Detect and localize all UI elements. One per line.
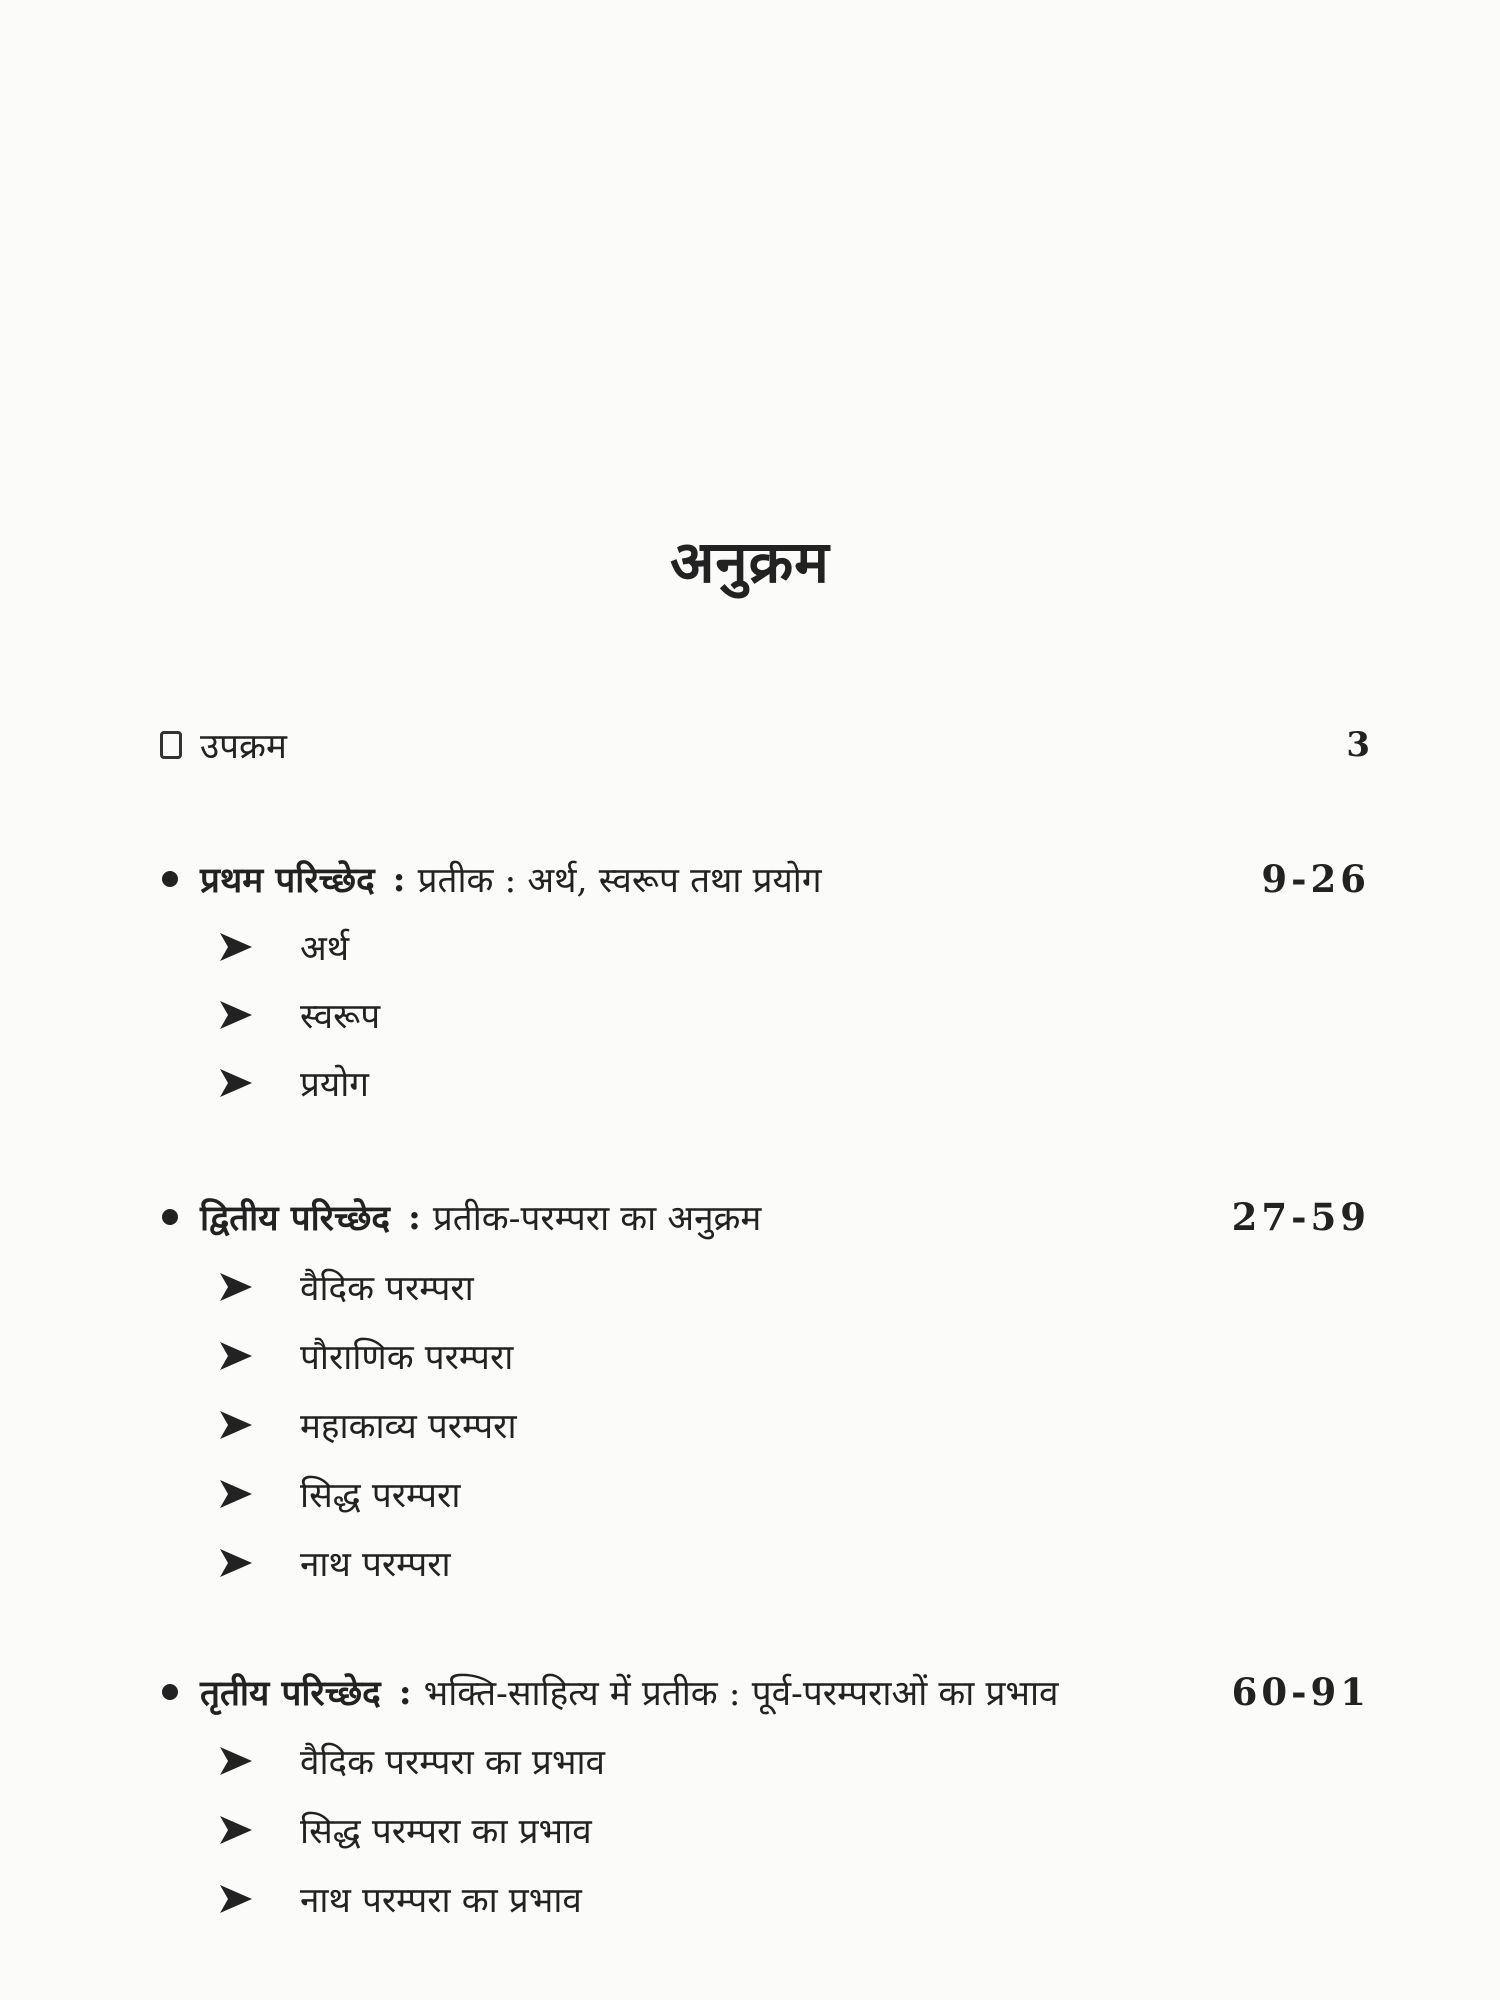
arrow-right-icon: [218, 998, 254, 1032]
arrow-right-icon: [218, 1882, 254, 1916]
intro-label: उपक्रम: [200, 726, 287, 767]
subitem-label: पौराणिक परम्परा: [300, 1337, 514, 1378]
subitem-label: वैदिक परम्परा: [300, 1268, 474, 1309]
arrow-right-icon: [218, 1066, 254, 1100]
subitem-label: सिद्ध परम्परा का प्रभाव: [300, 1811, 592, 1852]
arrow-right-icon: [218, 1270, 254, 1304]
bullet-icon: [160, 1209, 200, 1225]
intro-page-number: 3: [1346, 725, 1370, 765]
checkbox-icon: [160, 731, 200, 759]
toc-subitem: [218, 1262, 474, 1312]
toc-chapter-row: [160, 1192, 1370, 1242]
chapter-label: तृतीय परिच्छेद: [200, 1672, 381, 1714]
toc-subitem: [218, 1400, 517, 1450]
arrow-right-icon: [218, 1477, 254, 1511]
chapter-title: भक्ति-साहित्य में प्रतीक : पूर्व-परम्पराओं का प्रभाव: [423, 1673, 1059, 1714]
toc-chapter-row: [160, 1667, 1370, 1717]
chapter-page-range: 27-59: [1231, 1195, 1370, 1239]
arrow-right-icon: [218, 1408, 254, 1442]
toc-subitem: [218, 990, 380, 1040]
subitem-label: नाथ परम्परा का प्रभाव: [300, 1880, 582, 1921]
arrow-right-icon: [218, 1339, 254, 1373]
subitem-label: सिद्ध परम्परा: [300, 1475, 461, 1516]
bullet-icon: [160, 1684, 200, 1700]
subitem-label: स्वरूप: [300, 996, 381, 1037]
subitem-label: वैदिक परम्परा का प्रभाव: [300, 1742, 605, 1783]
arrow-right-icon: [218, 1813, 254, 1847]
chapter-title: प्रतीक : अर्थ, स्वरूप तथा प्रयोग: [417, 860, 822, 901]
chapter-label: प्रथम परिच्छेद: [200, 859, 375, 901]
toc-chapter-row: [160, 854, 1370, 904]
toc-subitem: [218, 922, 349, 972]
toc-intro-row: [160, 720, 1370, 770]
chapter-page-range: 9-26: [1261, 857, 1370, 901]
subitem-label: अर्थ: [300, 928, 350, 969]
bullet-icon: [160, 871, 200, 887]
arrow-right-icon: [218, 930, 254, 964]
toc-subitem: [218, 1538, 451, 1588]
arrow-right-icon: [218, 1744, 254, 1778]
chapter-title: प्रतीक-परम्परा का अनुक्रम: [432, 1198, 762, 1239]
subitem-label: प्रयोग: [300, 1064, 369, 1105]
toc-subitem: [218, 1331, 513, 1381]
toc-subitem: [218, 1736, 605, 1786]
chapter-page-range: 60-91: [1231, 1670, 1370, 1714]
toc-subitem: [218, 1469, 460, 1519]
page-title: अनुक्रम: [670, 528, 830, 596]
toc-subitem: [218, 1805, 592, 1855]
subitem-label: नाथ परम्परा: [300, 1544, 451, 1585]
toc-subitem: [218, 1874, 582, 1924]
chapter-label: द्वितीय परिच्छेद: [200, 1197, 390, 1239]
chapter-separator: :: [392, 858, 406, 900]
arrow-right-icon: [218, 1546, 254, 1580]
chapter-separator: :: [407, 1196, 421, 1238]
toc-subitem: [218, 1058, 369, 1108]
subitem-label: महाकाव्य परम्परा: [300, 1406, 517, 1447]
chapter-separator: :: [398, 1671, 412, 1713]
